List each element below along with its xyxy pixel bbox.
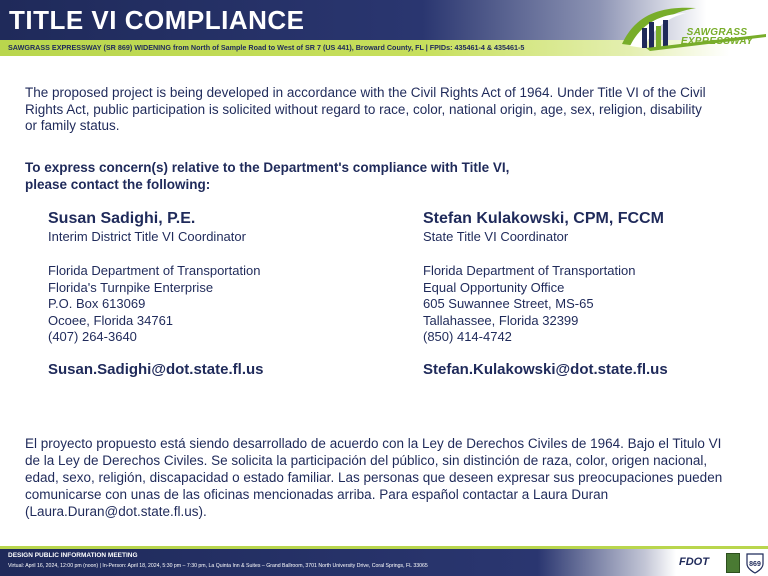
logo-word-expressway: EXPRESSWAY [680,36,754,47]
contact-phone: (407) 264-3640 [48,329,137,344]
logo-bar-2 [649,22,654,48]
project-info-text: SAWGRASS EXPRESSWAY (SR 869) WIDENING from North of Sample Road to West of SR 7 (US 441), Broward County, FL | FPIDs: 435461-4 & 435461-5 [8,43,525,52]
intro-paragraph: The proposed project is being developed in accordance with the Civil Rights Act of 1964. Under Title VI of the Civil Rights Act, public participation is solicited without regard to race, color, national origin, age, sex, religion, disability or family status. [25,85,706,133]
contact-name: Susan Sadighi, P.E. [48,210,196,227]
contact-address [48,263,378,346]
address-line: Florida's Turnpike Enterprise [48,279,214,295]
logo-bar-1 [642,28,647,48]
sr869-shield-icon [745,552,765,574]
address-line: Florida Department of Transportation [48,263,261,278]
contact-address [423,263,753,346]
contact-email-link[interactable]: Susan.Sadighi@dot.state.fl.us [48,360,264,378]
contact-card-district [48,209,378,379]
meeting-label: DESIGN PUBLIC INFORMATION MEETING [8,552,138,559]
contact-email-link[interactable]: Stefan.Kulakowski@dot.state.fl.us [423,360,668,378]
contact-card-state [423,209,753,379]
page-title: TITLE VI COMPLIANCE [9,5,305,35]
address-line: Florida Department of Transportation [423,263,636,278]
contact-title: State Title VI Coordinator [423,229,569,244]
logo-wordmark [668,28,766,46]
spanish-paragraph: El proyecto propuesto está siendo desarrollado de acuerdo con la Ley de Derechos Civiles de 1964. Bajo el Titulo VI de la Ley de Derechos Civiles. Se solicita la participación del público, sin distinción de raza, color, origen nacional, edad, sexo, religión, discapacidad o estado familiar. Las personas que deseen expresar sus preocupaciones pueden comunicarse con unas de las oficinas mencionadas arriba. Para español contactar a Laura Duran (Laura.Duran@dot.state.fl.us). [25,436,723,519]
logo-bar-3 [656,26,661,48]
footer-bar [0,549,768,576]
address-line: Tallahassee, Florida 32399 [423,312,579,328]
meeting-details: Virtual: April 16, 2024, 12:00 pm (noon) | In-Person: April 18, 2024, 5:30 pm – 7:30 pm, La Quinta Inn & Suites – Grand Ballroom, 3701 North University Drive, Coral Springs, FL 33065 [8,563,428,569]
address-line: 605 Suwannee Street, MS-65 [423,296,594,311]
shield-number: 869 [749,561,761,568]
address-line: Equal Opportunity Office [423,279,565,295]
contact-heading [25,160,715,193]
address-line: Ocoee, Florida 34761 [48,312,174,328]
contact-title: Interim District Title VI Coordinator [48,229,246,244]
logo-word-sawgrass: SAWGRASS [686,27,748,38]
address-line: P.O. Box 613069 [48,296,146,311]
contact-heading-line-1: To express concern(s) relative to the Department's compliance with Title VI, [25,160,510,175]
contact-heading-line-2: please contact the following: [25,176,211,192]
contact-phone: (850) 414-4742 [423,329,512,344]
florida-turnpike-icon [726,553,740,573]
fdot-logo: FDOT [679,556,709,568]
contact-name: Stefan Kulakowski, CPM, FCCM [423,210,664,227]
